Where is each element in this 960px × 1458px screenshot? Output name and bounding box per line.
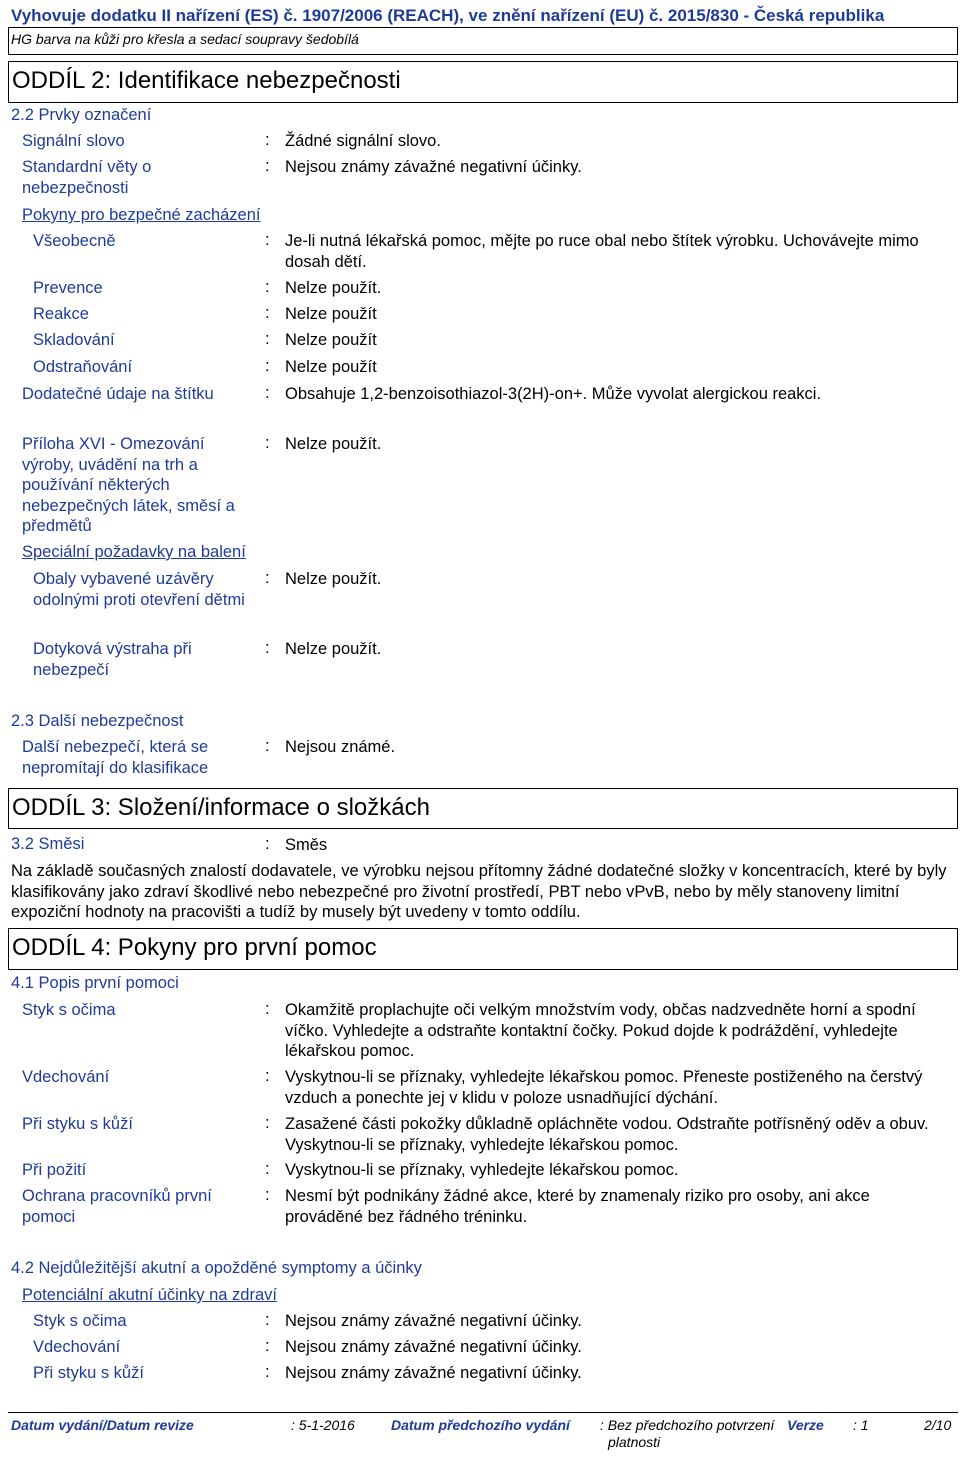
colon: : (265, 1114, 270, 1132)
footer-divider (8, 1412, 958, 1413)
potential-effects-heading: Potenciální akutní účinky na zdraví (22, 1286, 277, 1304)
colon: : (265, 1311, 270, 1329)
annex-xvi-label: Příloha XVI - Omezování výroby, uvádění na trh a používání některých nebezpečných látek, směsí a předmětů (22, 435, 235, 536)
colon: : (265, 569, 270, 587)
potential-skin-value: Nejsou známy závažné negativní účinky. (285, 1364, 582, 1382)
footer-page-number: 2/10 (924, 1417, 952, 1433)
eye-contact-label: Styk s očima (22, 1001, 116, 1019)
subsection-2-3: 2.3 Další nebezpečnost (11, 712, 184, 730)
hazard-statements-label: Standardní věty o nebezpečnosti (22, 158, 152, 197)
ingestion-value: Vyskytnou-li se příznaky, vyhledejte lékařskou pomoc. (285, 1161, 679, 1179)
footer-previous-value-cont: platnosti (608, 1434, 661, 1450)
ingestion-label: Při požití (22, 1161, 87, 1179)
tactile-warning-label: Dotyková výstraha při nebezpečí (33, 640, 192, 679)
inhalation-label: Vdechování (22, 1068, 110, 1086)
colon: : (265, 1000, 270, 1018)
footer-version-label: Verze (787, 1417, 824, 1433)
first-aider-protection-value: Nesmí být podnikány žádné akce, které by znamenaly riziko pro osoby, ani akce prováděné bez řádného tréninku. (285, 1187, 870, 1226)
signal-word-label: Signální slovo (22, 132, 125, 150)
footer-issue-label: Datum vydání/Datum revize (11, 1417, 194, 1433)
colon: : (265, 131, 270, 149)
supplemental-label: Dodatečné údaje na štítku (22, 385, 214, 403)
potential-inhalation-label: Vdechování (33, 1338, 121, 1356)
first-aider-protection-label: Ochrana pracovníků první pomoci (22, 1187, 212, 1226)
colon: : (265, 737, 270, 755)
signal-word-value: Žádné signální slovo. (285, 132, 441, 150)
prevention-value: Nelze použít. (285, 279, 382, 297)
response-label: Reakce (33, 305, 89, 323)
response-value: Nelze použít (285, 305, 377, 323)
section-3-title: ODDÍL 3: Složení/informace o složkách (12, 794, 430, 821)
section-2-title: ODDÍL 2: Identifikace nebezpečnosti (12, 67, 401, 94)
general-value: Je-li nutná lékařská pomoc, mějte po ruce obal nebo štítek výrobku. Uchovávejte mimo dosah dětí. (285, 232, 919, 271)
footer-issue-value: : 5-1-2016 (291, 1417, 355, 1433)
disposal-value: Nelze použít (285, 358, 377, 376)
eye-contact-value: Okamžitě proplachujte oči velkým množstvím vody, občas nadzvedněte horní a spodní víčko. Vyhledejte a odstraňte kontaktní čočky. Pokud dojde k podráždění, vyhledejte lékařskou pomoc. (285, 1001, 916, 1060)
skin-contact-value: Zasažené části pokožky důkladně opláchněte vodou. Odstraňte potřísněný oděv a obuv. Vyskytnou-li se příznaky, vyhledejte lékařskou pomoc. (285, 1115, 929, 1154)
storage-label: Skladování (33, 331, 115, 349)
section-4-title: ODDÍL 4: Pokyny pro první pomoc (12, 934, 377, 961)
colon: : (265, 357, 270, 375)
colon: : (265, 434, 270, 452)
colon: : (265, 384, 270, 402)
composition-paragraph: Na základě současných znalostí dodavatele, ve výrobku nejsou přítomny žádné dodatečné složky v koncentracích, které by byly klasifikovány jako zdraví škodlivé nebo nebezpečné pro životní prostředí, PBT nebo vPvB, nebo by měly stanoveny limitní expoziční hodnoty na pracovišti a tudíž by musely být uvedeny v tomto oddílu. (11, 862, 947, 921)
child-closure-label: Obaly vybavené uzávěry odolnými proti otevření dětmi (33, 570, 245, 609)
subsection-3-2: 3.2 Směsi (11, 835, 85, 853)
footer-previous-label: Datum předchozího vydání (391, 1417, 570, 1433)
colon: : (265, 278, 270, 296)
colon: : (265, 1337, 270, 1355)
mixture-value: Směs (285, 836, 328, 854)
potential-eye-label: Styk s očima (33, 1312, 127, 1330)
precautionary-heading: Pokyny pro bezpečné zacházení (22, 206, 261, 224)
potential-skin-label: Při styku s kůží (33, 1364, 144, 1382)
footer-version-value: : 1 (853, 1417, 869, 1433)
colon: : (265, 231, 270, 249)
disposal-label: Odstraňování (33, 358, 133, 376)
prevention-label: Prevence (33, 279, 103, 297)
potential-inhalation-value: Nejsou známy závažné negativní účinky. (285, 1338, 582, 1356)
colon: : (265, 639, 270, 657)
supplemental-value: Obsahuje 1,2-benzoisothiazol-3(2H)-on+. Může vyvolat alergickou reakci. (285, 385, 822, 403)
subsection-4-1: 4.1 Popis první pomoci (11, 974, 179, 992)
skin-contact-label: Při styku s kůží (22, 1115, 133, 1133)
storage-value: Nelze použít (285, 331, 377, 349)
colon: : (265, 1363, 270, 1381)
hazard-statements-value: Nejsou známy závažné negativní účinky. (285, 158, 582, 176)
other-hazards-label: Další nebezpečí, která se nepromítají do klasifikace (22, 738, 209, 777)
tactile-warning-value: Nelze použít. (285, 640, 382, 658)
colon: : (265, 157, 270, 175)
footer-previous-value: : Bez předchozího potvrzení (600, 1417, 775, 1433)
colon: : (265, 330, 270, 348)
product-name: HG barva na kůži pro křesla a sedací soupravy šedobílá (11, 31, 359, 47)
subsection-4-2: 4.2 Nejdůležitější akutní a opožděné symptomy a účinky (11, 1259, 422, 1277)
colon: : (265, 1186, 270, 1204)
general-label: Všeobecně (33, 232, 116, 250)
colon: : (265, 304, 270, 322)
colon: : (265, 1160, 270, 1178)
document-header-title: Vyhovuje dodatku II nařízení (ES) č. 1907/2006 (REACH), ve znění nařízení (EU) č. 2015/830 - Česká republika (11, 6, 885, 25)
packaging-heading: Speciální požadavky na balení (22, 543, 246, 561)
child-closure-value: Nelze použít. (285, 570, 382, 588)
potential-eye-value: Nejsou známy závažné negativní účinky. (285, 1312, 582, 1330)
inhalation-value: Vyskytnou-li se příznaky, vyhledejte lékařskou pomoc. Přeneste postiženého na čerstvý vzduch a ponechte jej v klidu v poloze usnadňující dýchání. (285, 1068, 923, 1107)
annex-xvi-value: Nelze použít. (285, 435, 382, 453)
other-hazards-value: Nejsou známé. (285, 738, 396, 756)
colon: : (265, 835, 270, 853)
subsection-2-2: 2.2 Prvky označení (11, 106, 152, 124)
colon: : (265, 1067, 270, 1085)
